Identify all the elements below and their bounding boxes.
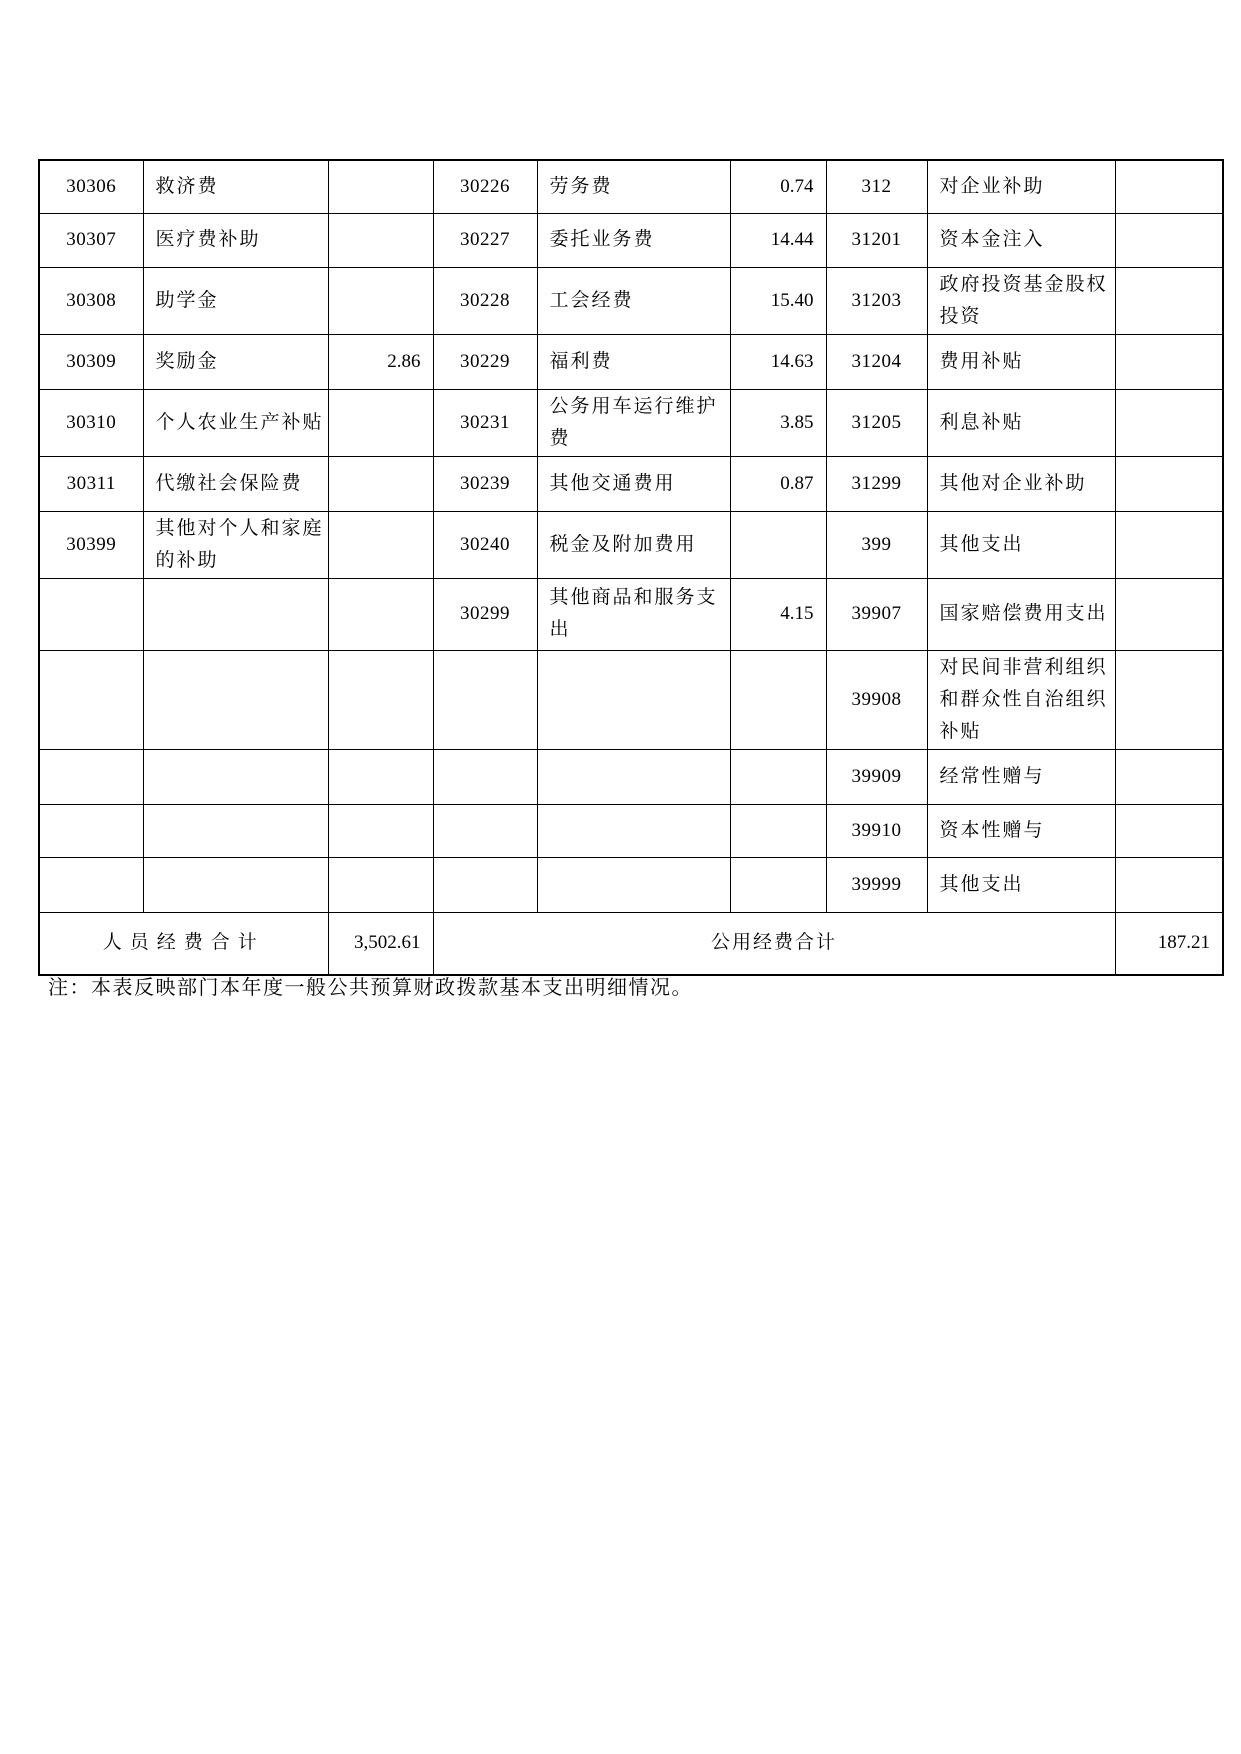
item-code: 39907	[826, 578, 927, 650]
item-name	[537, 749, 730, 804]
item-amount	[1115, 389, 1223, 456]
item-code	[39, 749, 143, 804]
item-amount	[730, 857, 826, 912]
item-amount	[1115, 160, 1223, 213]
item-code: 39999	[826, 857, 927, 912]
item-code: 39910	[826, 804, 927, 857]
item-code: 30308	[39, 267, 143, 334]
item-amount	[1115, 334, 1223, 389]
item-name: 其他支出	[927, 857, 1115, 912]
item-amount	[328, 511, 433, 578]
item-amount	[730, 804, 826, 857]
item-code: 30306	[39, 160, 143, 213]
item-name	[143, 804, 328, 857]
table-row	[39, 857, 1223, 912]
item-code: 31299	[826, 456, 927, 511]
item-amount	[1115, 267, 1223, 334]
item-code: 31203	[826, 267, 927, 334]
public-total-label: 公用经费合计	[433, 912, 1115, 975]
item-code	[433, 804, 537, 857]
item-name: 对企业补助	[927, 160, 1115, 213]
item-name: 工会经费	[537, 267, 730, 334]
item-name: 资本性赠与	[927, 804, 1115, 857]
item-code: 30240	[433, 511, 537, 578]
table-row	[39, 511, 1223, 578]
item-code: 30231	[433, 389, 537, 456]
item-name: 资本金注入	[927, 213, 1115, 267]
item-amount	[1115, 578, 1223, 650]
table-row	[39, 267, 1223, 334]
table-row	[39, 749, 1223, 804]
table-row	[39, 578, 1223, 650]
item-amount: 4.15	[730, 578, 826, 650]
item-name	[537, 650, 730, 749]
item-amount	[328, 650, 433, 749]
item-code	[433, 650, 537, 749]
item-amount	[328, 749, 433, 804]
item-amount	[730, 511, 826, 578]
item-amount: 3.85	[730, 389, 826, 456]
item-amount	[328, 578, 433, 650]
item-code: 39909	[826, 749, 927, 804]
item-name: 福利费	[537, 334, 730, 389]
item-name: 助学金	[143, 267, 328, 334]
item-code: 30299	[433, 578, 537, 650]
table-row	[39, 456, 1223, 511]
item-amount: 14.44	[730, 213, 826, 267]
item-name: 医疗费补助	[143, 213, 328, 267]
item-code: 30310	[39, 389, 143, 456]
summary-row	[39, 912, 1223, 975]
table-row	[39, 389, 1223, 456]
item-name: 国家赔偿费用支出	[927, 578, 1115, 650]
item-name: 对民间非营利组织和群众性自治组织补贴	[927, 650, 1115, 749]
item-name: 利息补贴	[927, 389, 1115, 456]
item-name	[143, 857, 328, 912]
item-amount	[328, 456, 433, 511]
item-name: 经常性赠与	[927, 749, 1115, 804]
item-code: 30309	[39, 334, 143, 389]
item-code: 30227	[433, 213, 537, 267]
item-amount	[730, 650, 826, 749]
item-amount	[328, 213, 433, 267]
item-code: 30311	[39, 456, 143, 511]
item-amount	[1115, 213, 1223, 267]
item-name: 其他对企业补助	[927, 456, 1115, 511]
table-row	[39, 804, 1223, 857]
item-code	[433, 857, 537, 912]
item-name: 其他交通费用	[537, 456, 730, 511]
item-name	[143, 650, 328, 749]
item-code: 30226	[433, 160, 537, 213]
item-name: 委托业务费	[537, 213, 730, 267]
item-code	[433, 749, 537, 804]
item-amount: 0.87	[730, 456, 826, 511]
item-name: 劳务费	[537, 160, 730, 213]
table-row	[39, 213, 1223, 267]
item-code: 30399	[39, 511, 143, 578]
item-name: 个人农业生产补贴	[143, 389, 328, 456]
item-code	[39, 804, 143, 857]
item-code: 399	[826, 511, 927, 578]
item-code: 31204	[826, 334, 927, 389]
basic-expenditure-detail-table	[38, 159, 1224, 976]
item-name: 救济费	[143, 160, 328, 213]
item-amount: 2.86	[328, 334, 433, 389]
item-code: 31205	[826, 389, 927, 456]
item-amount	[328, 857, 433, 912]
item-name: 其他商品和服务支出	[537, 578, 730, 650]
item-amount	[328, 804, 433, 857]
item-name: 代缴社会保险费	[143, 456, 328, 511]
item-amount	[328, 160, 433, 213]
table-row	[39, 160, 1223, 213]
item-amount: 14.63	[730, 334, 826, 389]
item-name: 公务用车运行维护费	[537, 389, 730, 456]
item-amount	[1115, 804, 1223, 857]
item-name	[143, 578, 328, 650]
table-row	[39, 334, 1223, 389]
item-amount	[328, 267, 433, 334]
item-name	[143, 749, 328, 804]
item-code: 30228	[433, 267, 537, 334]
item-code	[39, 578, 143, 650]
item-code: 312	[826, 160, 927, 213]
personnel-total-label: 人员经费合计	[39, 912, 328, 975]
item-amount	[1115, 511, 1223, 578]
item-amount	[1115, 857, 1223, 912]
item-name: 税金及附加费用	[537, 511, 730, 578]
personnel-total-amount: 3,502.61	[328, 912, 433, 975]
item-amount: 15.40	[730, 267, 826, 334]
item-amount	[730, 749, 826, 804]
item-name	[537, 857, 730, 912]
item-code	[39, 650, 143, 749]
item-code: 31201	[826, 213, 927, 267]
item-amount	[1115, 749, 1223, 804]
item-name: 奖励金	[143, 334, 328, 389]
item-name: 费用补贴	[927, 334, 1115, 389]
item-amount	[1115, 456, 1223, 511]
item-name: 政府投资基金股权投资	[927, 267, 1115, 334]
item-code: 30307	[39, 213, 143, 267]
footnote: 注：本表反映部门本年度一般公共预算财政拨款基本支出明细情况。	[48, 977, 693, 999]
public-total-amount: 187.21	[1115, 912, 1223, 975]
item-name: 其他支出	[927, 511, 1115, 578]
item-name	[537, 804, 730, 857]
item-code	[39, 857, 143, 912]
table-row	[39, 650, 1223, 749]
item-name: 其他对个人和家庭的补助	[143, 511, 328, 578]
item-code: 30239	[433, 456, 537, 511]
item-amount: 0.74	[730, 160, 826, 213]
item-code: 39908	[826, 650, 927, 749]
item-amount	[328, 389, 433, 456]
item-amount	[1115, 650, 1223, 749]
item-code: 30229	[433, 334, 537, 389]
